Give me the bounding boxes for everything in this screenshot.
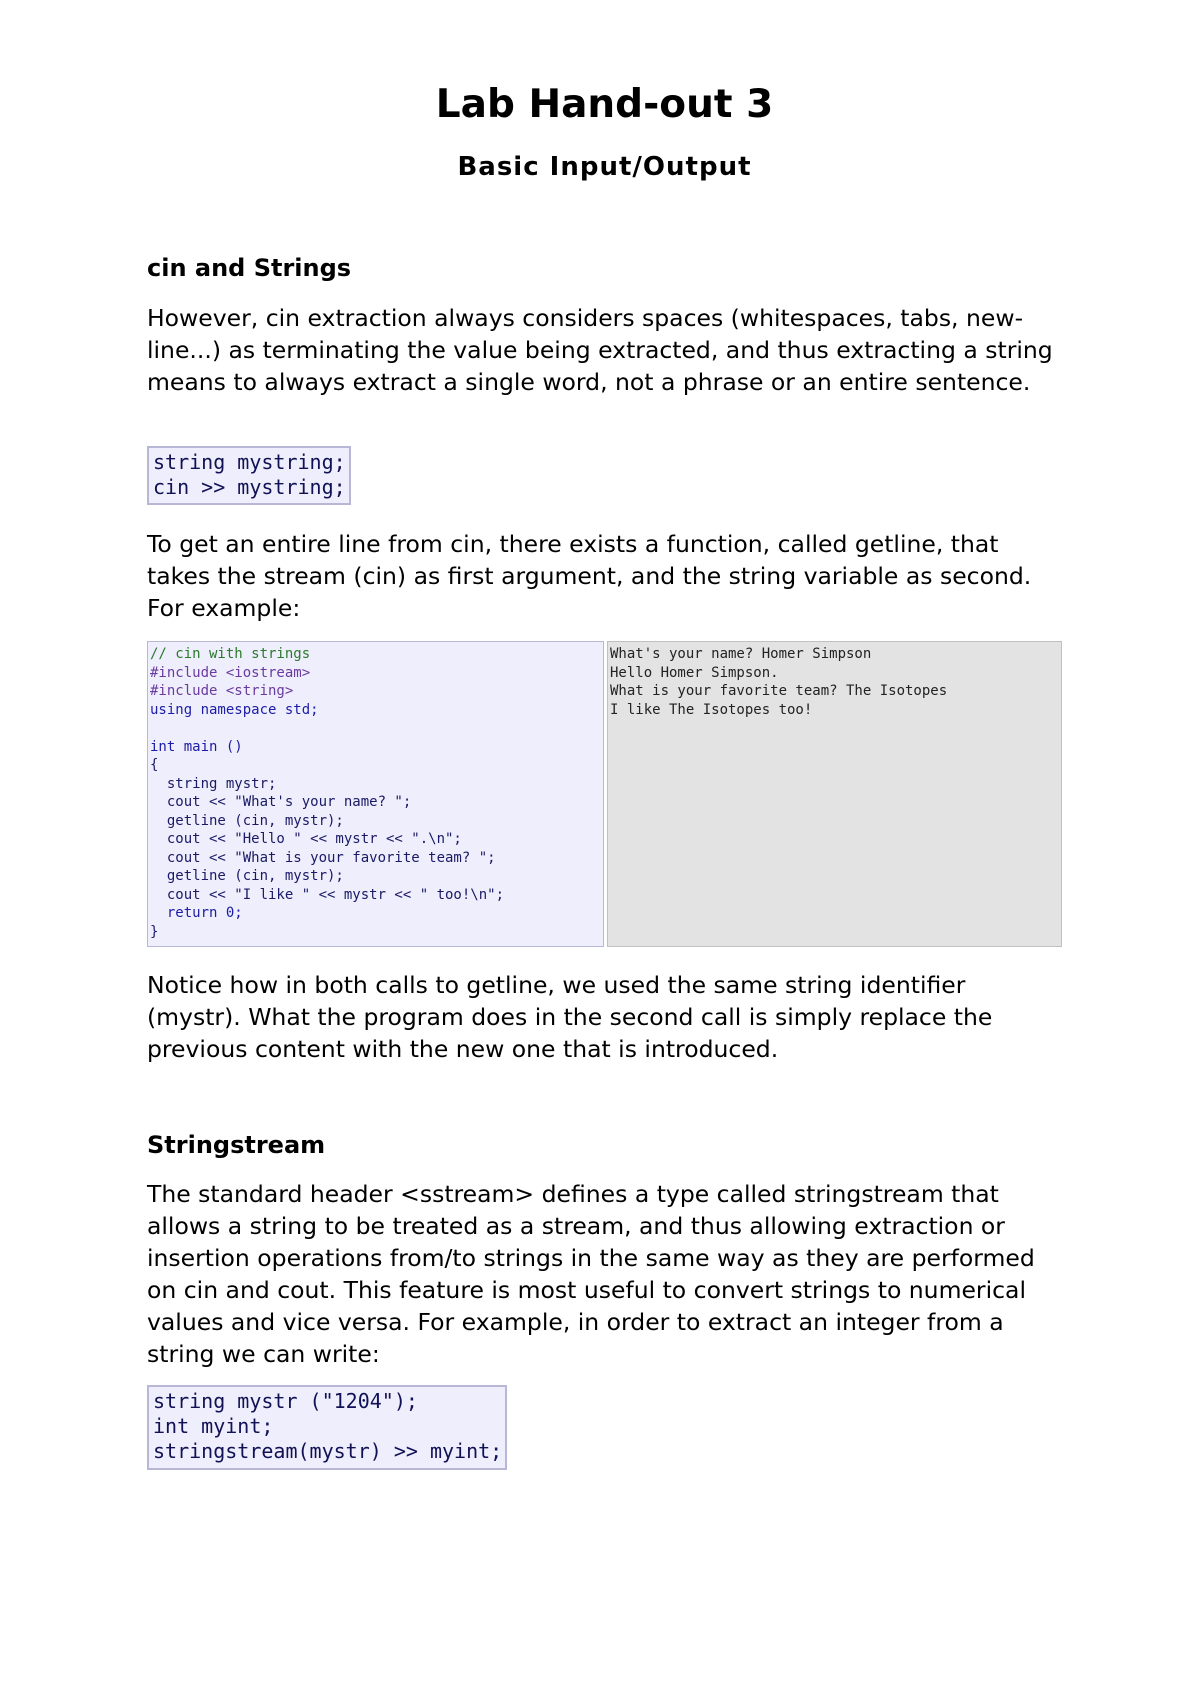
code-block-cin-mystring: [147, 446, 351, 505]
example-source-code: [147, 641, 604, 947]
code-block-stringstream: [147, 1385, 507, 1470]
code-line: return 0;: [150, 905, 243, 921]
output-line: I like The Isotopes too!: [610, 701, 813, 718]
example-program-output: [607, 641, 1062, 947]
code-line: int myint;: [153, 1414, 274, 1438]
paragraph-stringstream: The standard header <sstream> defines a type called stringstream that allows a string to be treated as a stream, and thus allowing extraction or insertion operations from/to strings in the same way as they are performed on cin and cout. This feature is most useful to convert strings to numerical values and vice versa. For example, in order to extract an integer from a string we can write:: [147, 1180, 1035, 1368]
page-subtitle: Basic Input/Output: [457, 152, 752, 182]
code-line: getline (cin, mystr);: [150, 812, 344, 829]
code-line: {: [150, 757, 159, 773]
code-line: string mystr ("1204");: [153, 1389, 418, 1413]
code-line: cout << "What is your favorite team? ";: [150, 849, 496, 866]
code-line: string mystr;: [150, 775, 277, 792]
code-line: stringstream(mystr) >> myint;: [153, 1439, 503, 1463]
section-heading-stringstream: Stringstream: [147, 1131, 326, 1159]
code-line: #include <iostream>: [150, 664, 311, 681]
code-line: int main (): [150, 738, 243, 755]
paragraph-getline-notice: Notice how in both calls to getline, we used the same string identifier (mystr). What the program does in the second call is simply replace the previous content with the new one that is introduced.: [147, 971, 993, 1063]
code-line: string mystring;: [153, 450, 346, 474]
code-line: }: [150, 923, 159, 940]
code-line: cout << "What's your name? ";: [150, 794, 412, 810]
paragraph-getline-intro: To get an entire line from cin, there exists a function, called getline, that takes the stream (cin) as first argument, and the string variable as second. For example:: [147, 530, 1032, 622]
code-line: cout << "I like " << mystr << " too!\n";: [150, 886, 505, 903]
code-line: cin >> mystring;: [153, 475, 346, 499]
code-line: cout << "Hello " << mystr << ".\n";: [150, 831, 462, 847]
page-title: Lab Hand-out 3: [435, 82, 774, 127]
code-line: // cin with strings: [150, 646, 311, 662]
section-heading-cin-strings: cin and Strings: [147, 254, 352, 282]
document-page: [147, 0, 1062, 1696]
code-line: [150, 719, 601, 738]
code-line: #include <string>: [150, 683, 294, 699]
example-code-and-output: [147, 641, 1062, 947]
code-line: using namespace std;: [150, 701, 319, 718]
paragraph-cin-whitespace: However, cin extraction always considers spaces (whitespaces, tabs, new-line...) as terminating the value being extracted, and thus extracting a string means to always extract a single word, not a phrase or an entire sentence.: [147, 304, 1053, 396]
output-line: Hello Homer Simpson.: [610, 664, 779, 681]
code-line: getline (cin, mystr);: [150, 868, 344, 884]
output-line: What's your name? Homer Simpson: [610, 646, 872, 662]
output-line: What is your favorite team? The Isotopes: [610, 683, 948, 699]
